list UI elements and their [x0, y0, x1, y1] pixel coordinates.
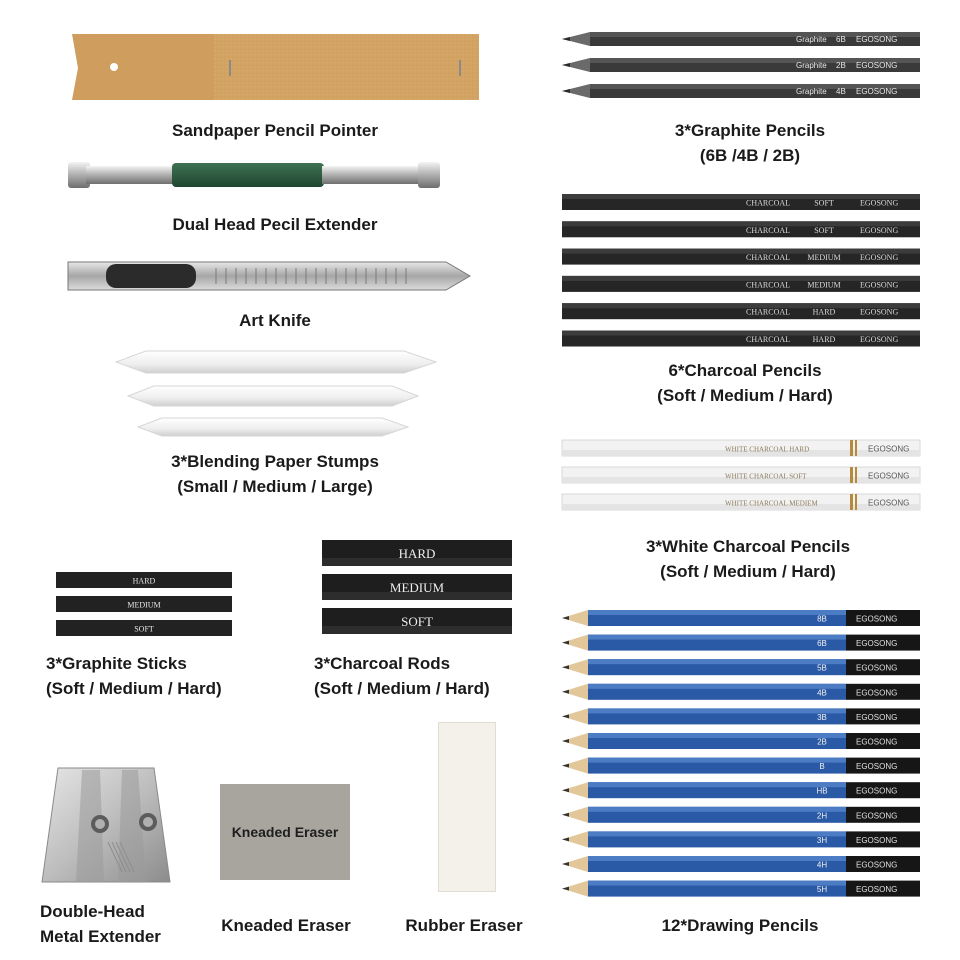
drawing-pencil	[562, 684, 920, 700]
drawing-pencil	[562, 881, 920, 897]
graphite-pencil	[562, 32, 920, 46]
charcoal-pencil-maker: EGOSONG	[860, 280, 899, 290]
kneaded-eraser-caption: Kneaded Eraser	[221, 916, 351, 935]
graphite-pencils-caption-2: (6B /4B / 2B)	[699, 146, 801, 165]
charcoal-pencil-maker: EGOSONG	[860, 225, 899, 235]
white-charcoal-pencil	[562, 467, 920, 483]
drawing-pencil-grade: 4B	[817, 688, 827, 698]
graphite-pencil-maker: EGOSONG	[856, 35, 898, 44]
drawing-pencil-grade: 5B	[817, 663, 827, 673]
drawing-pencil-maker: EGOSONG	[856, 835, 898, 845]
charcoal-rod	[322, 540, 512, 566]
graphite-pencil	[562, 58, 920, 72]
drawing-pencil-grade: 8B	[817, 614, 827, 624]
charcoal-rod	[322, 574, 512, 600]
charcoal-rods-caption-1: 3*Charcoal Rods	[314, 654, 451, 673]
graphite-pencil-grade: 6B	[836, 35, 846, 44]
white-charcoal-label: WHITE CHARCOAL SOFT	[725, 472, 807, 481]
drawing-pencil-grade: 4H	[816, 860, 828, 870]
drawing-pencil-grade: 2B	[817, 737, 827, 747]
charcoal-pencils-caption-1: 6*Charcoal Pencils	[668, 361, 822, 380]
graphite-sticks	[54, 570, 236, 640]
charcoal-pencil-label: CHARCOAL	[746, 335, 791, 344]
white-charcoal-label: WHITE CHARCOAL HARD	[725, 445, 810, 454]
charcoal-rod-label: HARD	[398, 546, 436, 561]
charcoal-rod	[322, 608, 512, 634]
charcoal-pencils-caption-2: (Soft / Medium / Hard)	[657, 386, 833, 405]
drawing-pencil-grade: 6B	[817, 639, 827, 649]
graphite-pencils	[560, 28, 922, 104]
drawing-pencil-grade: 5H	[816, 885, 828, 895]
graphite-stick	[56, 620, 232, 636]
kneaded-eraser-print: Kneaded Eraser	[231, 824, 339, 840]
charcoal-pencil	[562, 276, 920, 292]
charcoal-rod-label: SOFT	[401, 614, 433, 629]
white-charcoal-pencil	[562, 440, 920, 456]
graphite-pencil-brand: Graphite	[796, 35, 827, 44]
sharpener-caption-2: Metal Extender	[40, 927, 161, 946]
drawing-pencil	[562, 758, 920, 774]
graphite-pencil-grade: 4B	[836, 87, 846, 96]
graphite-pencil-maker: EGOSONG	[856, 87, 898, 96]
graphite-stick	[56, 596, 232, 612]
dual-head-extender	[66, 158, 446, 192]
charcoal-pencil-label: CHARCOAL	[746, 198, 791, 208]
charcoal-pencil	[562, 303, 920, 319]
drawing-pencil	[562, 610, 920, 626]
charcoal-pencil	[562, 221, 920, 237]
rubber-eraser-caption: Rubber Eraser	[405, 916, 523, 935]
white-charcoal-maker: EGOSONG	[868, 471, 910, 481]
graphite-pencil-brand: Graphite	[796, 61, 827, 70]
charcoal-pencil-maker: EGOSONG	[860, 335, 899, 344]
drawing-pencil	[562, 733, 920, 749]
charcoal-pencil-grade: HARD	[812, 307, 836, 317]
kneaded-eraser	[220, 784, 350, 880]
extender-caption: Dual Head Pecil Extender	[172, 215, 378, 234]
charcoal-pencil-grade: SOFT	[814, 198, 834, 208]
drawing-pencil	[562, 807, 920, 823]
charcoal-pencil-grade: HARD	[812, 335, 836, 344]
charcoal-rod-label: MEDIUM	[389, 580, 445, 595]
white-charcoal-pencils	[560, 436, 922, 516]
graphite-pencils-caption-1: 3*Graphite Pencils	[674, 121, 826, 140]
knife-caption: Art Knife	[239, 311, 311, 330]
charcoal-pencils	[560, 190, 922, 350]
stumps-caption-2: (Small / Medium / Large)	[177, 477, 373, 496]
white-charcoal-caption-2: (Soft / Medium / Hard)	[660, 562, 836, 581]
drawing-pencil	[562, 782, 920, 798]
charcoal-pencil	[562, 249, 920, 265]
charcoal-pencil	[562, 194, 920, 210]
charcoal-pencil-grade: MEDIUM	[807, 253, 841, 263]
drawing-pencil-maker: EGOSONG	[856, 639, 898, 649]
drawing-pencil-maker: EGOSONG	[856, 860, 898, 870]
drawing-pencil-grade: 3B	[817, 712, 827, 722]
rubber-eraser	[438, 722, 496, 892]
drawing-pencil-maker: EGOSONG	[856, 614, 898, 624]
blending-stumps	[112, 348, 442, 440]
charcoal-pencil-maker: EGOSONG	[860, 307, 899, 317]
drawing-pencil-grade: B	[819, 762, 825, 772]
white-charcoal-maker: EGOSONG	[868, 444, 910, 454]
charcoal-pencil-grade: MEDIUM	[807, 280, 841, 290]
white-charcoal-caption-1: 3*White Charcoal Pencils	[645, 537, 851, 556]
drawing-pencils	[560, 608, 922, 900]
charcoal-pencil-label: CHARCOAL	[746, 225, 791, 235]
charcoal-pencil-label: CHARCOAL	[746, 253, 791, 263]
charcoal-rods-caption-2: (Soft / Medium / Hard)	[314, 679, 490, 698]
stumps-caption-1: 3*Blending Paper Stumps	[171, 452, 379, 471]
art-knife	[66, 256, 472, 296]
drawing-pencil-maker: EGOSONG	[856, 688, 898, 698]
drawing-pencil-maker: EGOSONG	[856, 811, 898, 821]
drawing-pencil-maker: EGOSONG	[856, 786, 898, 796]
sandpaper-pencil-pointer	[66, 30, 482, 106]
double-head-sharpener	[38, 762, 174, 888]
graphite-stick-label: SOFT	[134, 624, 154, 634]
graphite-sticks-caption-2: (Soft / Medium / Hard)	[46, 679, 222, 698]
charcoal-pencil-grade: SOFT	[814, 225, 834, 235]
charcoal-pencil	[562, 331, 920, 347]
drawing-pencil-maker: EGOSONG	[856, 885, 898, 895]
charcoal-rods	[320, 538, 516, 638]
sharpener-caption-1: Double-Head	[40, 902, 145, 921]
drawing-pencil	[562, 708, 920, 724]
charcoal-pencil-label: CHARCOAL	[746, 280, 791, 290]
sandpaper-caption: Sandpaper Pencil Pointer	[172, 121, 378, 140]
white-charcoal-label: WHITE CHARCOAL MEDIEM	[725, 499, 818, 508]
white-charcoal-pencil	[562, 494, 920, 510]
drawing-pencil-maker: EGOSONG	[856, 737, 898, 747]
graphite-pencil-brand: Graphite	[796, 87, 827, 96]
graphite-stick	[56, 572, 232, 588]
white-charcoal-maker: EGOSONG	[868, 498, 910, 508]
graphite-sticks-caption-1: 3*Graphite Sticks	[46, 654, 187, 673]
drawing-pencil	[562, 856, 920, 872]
drawing-pencil	[562, 659, 920, 675]
charcoal-pencil-maker: EGOSONG	[860, 198, 899, 208]
drawing-pencil-maker: EGOSONG	[856, 663, 898, 673]
drawing-pencil	[562, 831, 920, 847]
drawing-pencils-caption: 12*Drawing Pencils	[661, 916, 819, 935]
drawing-pencil-grade: HB	[816, 786, 828, 796]
drawing-pencil-grade: 2H	[816, 811, 828, 821]
charcoal-pencil-label: CHARCOAL	[746, 307, 791, 317]
drawing-pencil-maker: EGOSONG	[856, 762, 898, 772]
graphite-stick-label: MEDIUM	[127, 600, 161, 610]
drawing-pencil-maker: EGOSONG	[856, 712, 898, 722]
graphite-pencil-grade: 2B	[836, 61, 846, 70]
charcoal-pencil-maker: EGOSONG	[860, 253, 899, 263]
graphite-pencil-maker: EGOSONG	[856, 61, 898, 70]
graphite-pencil	[562, 84, 920, 98]
graphite-stick-label: HARD	[132, 576, 156, 586]
drawing-pencil-grade: 3H	[816, 835, 828, 845]
drawing-pencil	[562, 635, 920, 651]
